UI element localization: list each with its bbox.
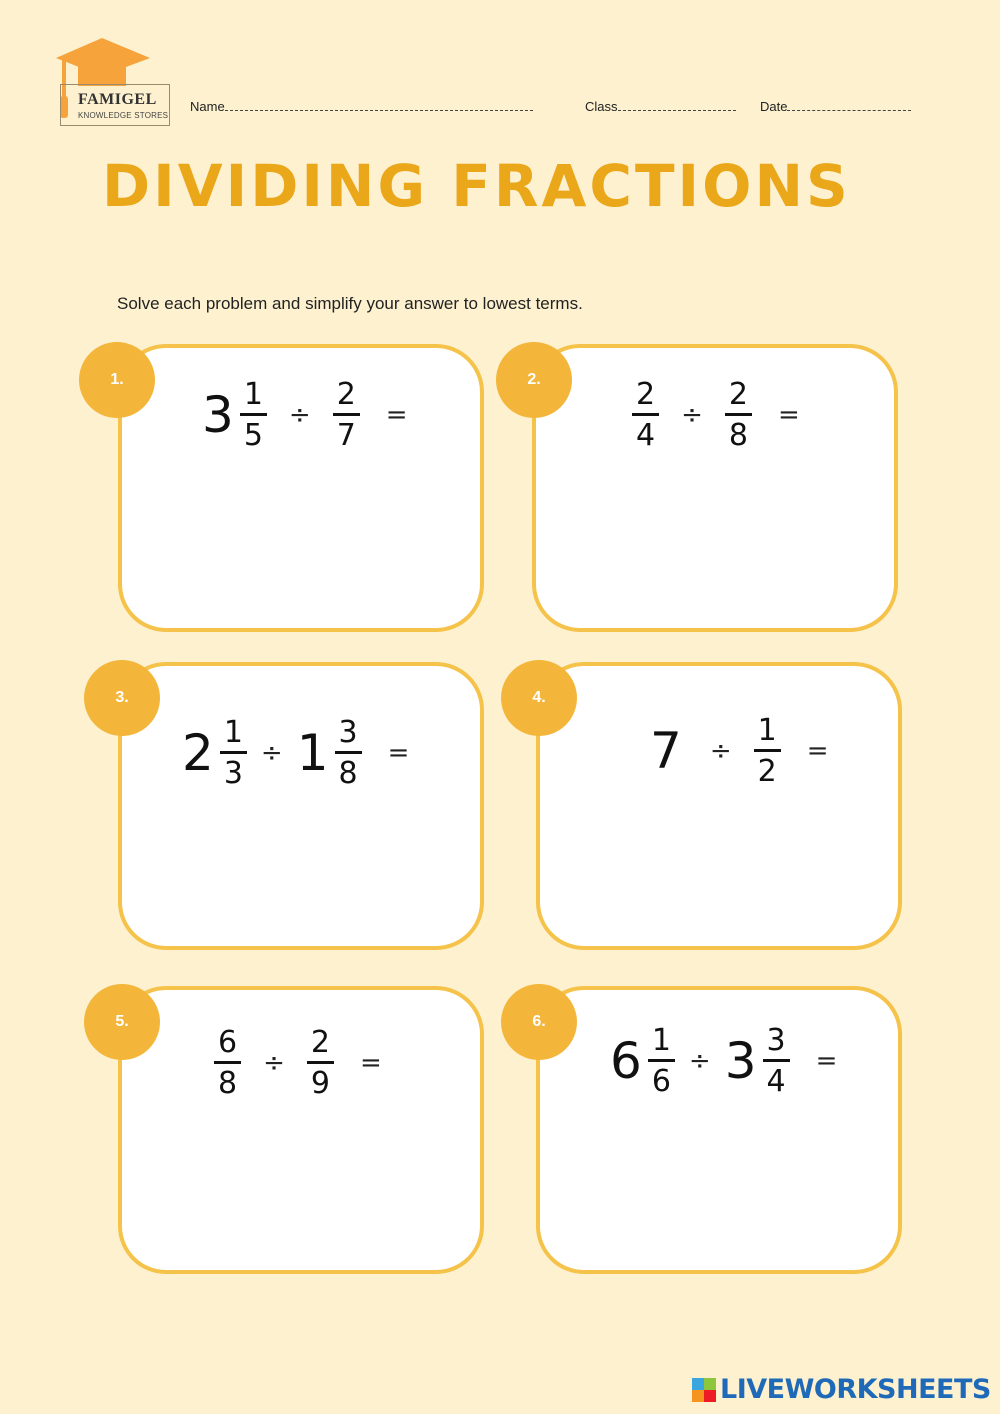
instructions: Solve each problem and simplify your answer to lowest terms. [117,294,583,313]
name-field[interactable] [190,98,533,114]
problem-badge-1: 1. [79,342,155,418]
problem-expression-6 [610,1024,837,1098]
class-label: Class [585,99,618,114]
page-title: DIVIDING FRACTIONS [102,152,851,220]
denominator: 4 [632,413,659,452]
problem-expression-1 [202,378,408,452]
whole-number: 7 [650,722,682,780]
fraction [240,378,267,452]
fraction [335,716,362,790]
problem-expression-3 [182,716,409,790]
logo-brand: FAMIGEL [78,91,157,108]
problem-badge-6: 6. [501,984,577,1060]
date-field[interactable] [760,98,911,114]
date-line[interactable] [787,98,911,111]
numerator: 6 [218,1025,238,1060]
denominator: 7 [333,413,360,452]
numerator: 3 [766,1023,786,1058]
problem-badge-4: 4. [501,660,577,736]
date-label: Date [760,99,788,114]
famigel-logo [52,36,172,128]
whole-number: 2 [182,724,214,782]
numerator: 1 [243,377,263,412]
fraction [220,716,247,790]
equals-sign: = [359,1048,382,1078]
problem-badge-3: 3. [84,660,160,736]
numerator: 1 [223,715,243,750]
numerator: 1 [651,1023,671,1058]
problem-badge-5: 5. [84,984,160,1060]
denominator: 3 [220,751,247,790]
denominator: 4 [763,1059,790,1098]
denominator: 9 [307,1061,334,1100]
liveworksheets-icon [692,1378,716,1402]
numerator: 2 [336,377,356,412]
problem-expression-4 [650,714,829,788]
denominator: 5 [240,413,267,452]
name-line[interactable] [225,98,533,111]
denominator: 8 [725,413,752,452]
numerator: 1 [757,713,777,748]
equals-sign: = [815,1046,838,1076]
divide-sign: ÷ [688,1046,711,1076]
numerator: 2 [636,377,656,412]
whole-number: 1 [296,724,329,782]
numerator: 2 [728,377,748,412]
fraction [632,378,659,452]
divide-sign: ÷ [263,1048,285,1078]
divide-sign: ÷ [709,736,732,766]
divide-sign: ÷ [288,400,311,430]
problem-card-4[interactable] [536,662,902,950]
denominator: 8 [335,751,362,790]
fraction [648,1024,675,1098]
problem-expression-2 [632,378,800,452]
divide-sign: ÷ [260,738,283,768]
whole-number: 6 [610,1032,642,1090]
denominator: 2 [754,749,781,788]
fraction [763,1024,790,1098]
equals-sign: = [387,738,410,768]
whole-number: 3 [724,1032,757,1090]
problem-badge-2: 2. [496,342,572,418]
numerator: 2 [310,1025,330,1060]
whole-number: 3 [202,386,234,444]
denominator: 6 [648,1059,675,1098]
equals-sign: = [806,736,829,766]
equals-sign: = [385,400,408,430]
fraction [754,714,781,788]
numerator: 3 [338,715,358,750]
name-label: Name [190,99,225,114]
problem-expression-5 [214,1026,382,1100]
class-line[interactable] [618,98,736,111]
liveworksheets-text: LIVEWORKSHEETS [720,1374,991,1405]
logo-subtitle: KNOWLEDGE STORES [78,111,169,120]
liveworksheets-watermark [692,1374,991,1405]
equals-sign: = [777,400,800,430]
problem-card-3[interactable] [118,662,484,950]
denominator: 8 [214,1061,241,1100]
divide-sign: ÷ [681,400,703,430]
fraction [333,378,360,452]
fraction [307,1026,334,1100]
fraction [214,1026,241,1100]
class-field[interactable] [585,98,736,114]
fraction [725,378,752,452]
